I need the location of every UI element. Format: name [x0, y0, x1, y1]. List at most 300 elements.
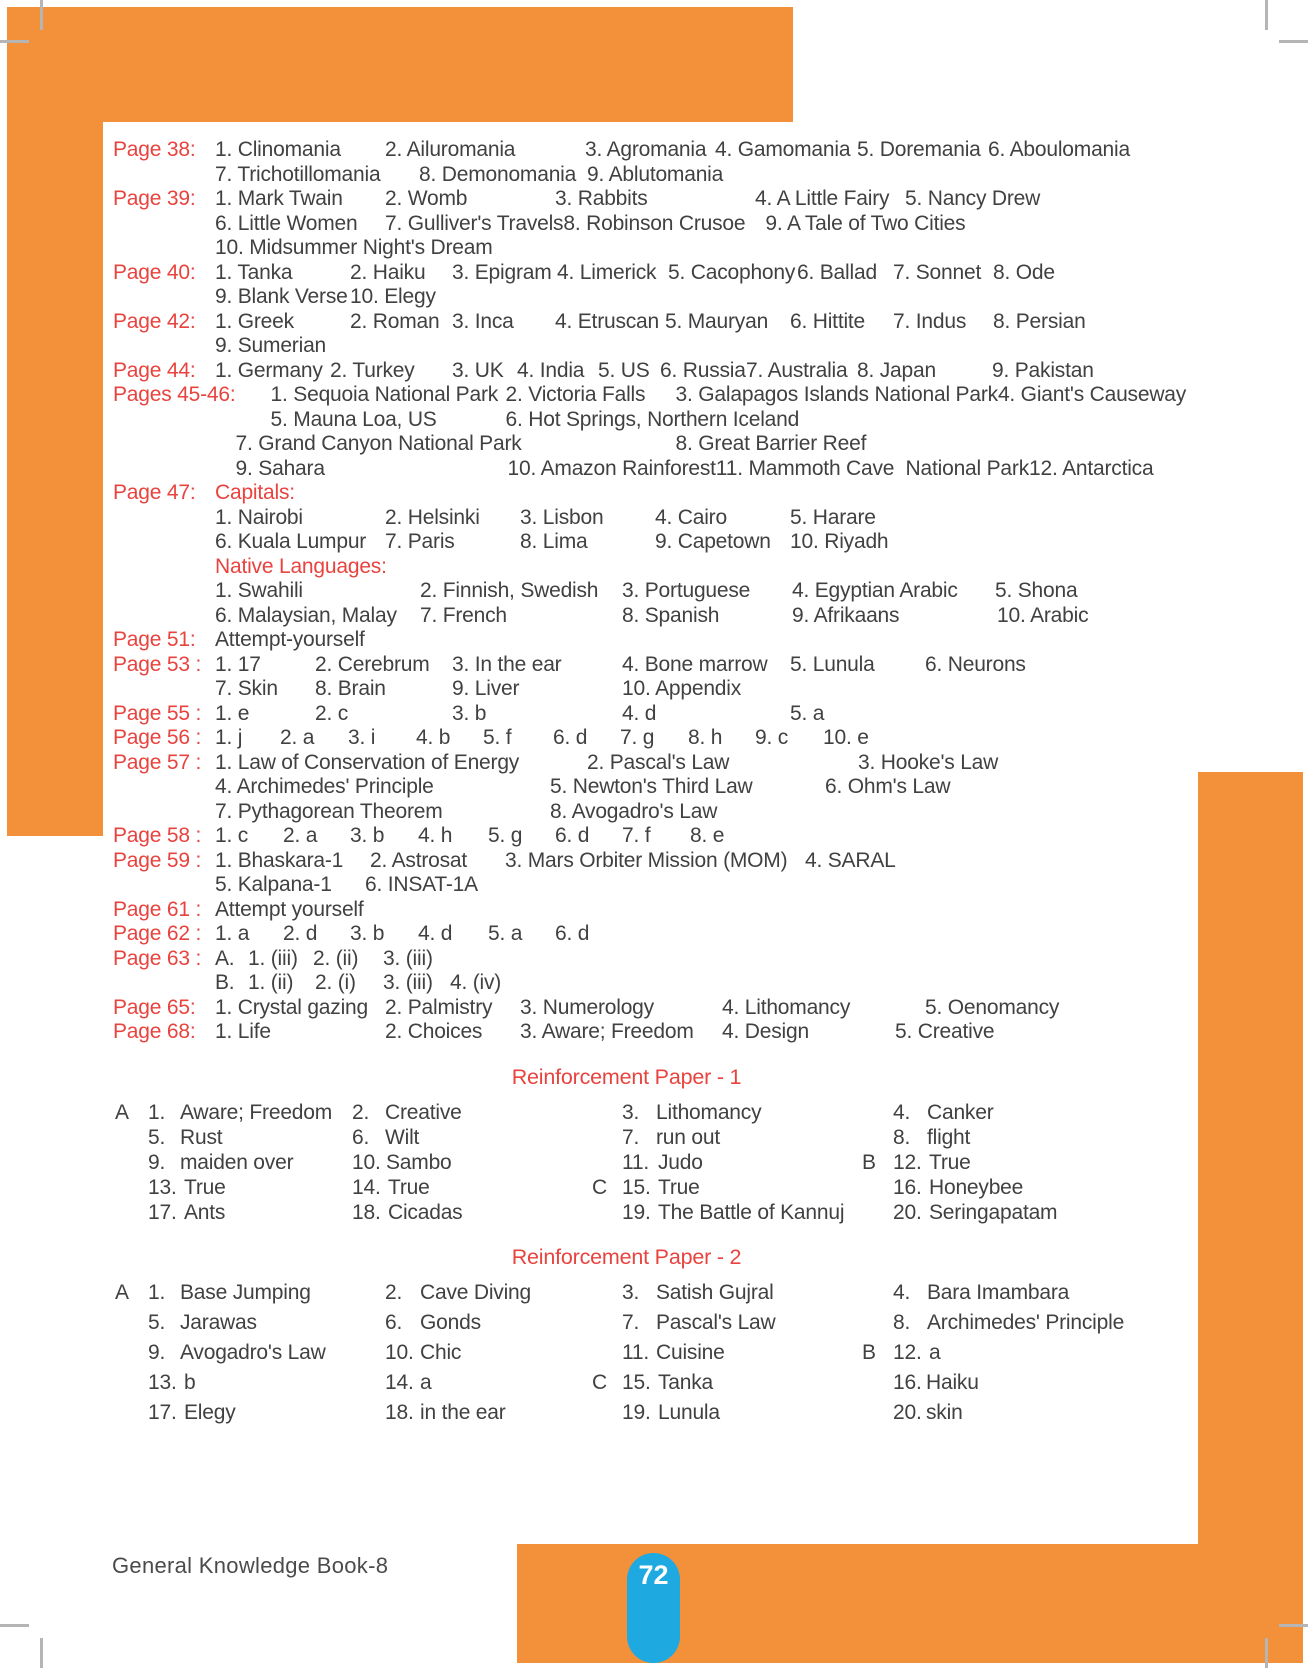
- paper-item: Chic: [420, 1340, 462, 1364]
- answer-row: [0, 628, 1308, 653]
- answer-item: 1. Swahili: [215, 579, 303, 602]
- orange-top-band: [7, 7, 793, 122]
- paper-row: [100, 1175, 1308, 1200]
- answer-item: 8. Ode: [993, 260, 1055, 284]
- answer-line: [215, 359, 1308, 384]
- paper-item: Bara Imambara: [927, 1280, 1070, 1304]
- paper-item: 11.: [622, 1150, 650, 1174]
- answer-item: 3. Galapagos Islands National Park: [675, 383, 998, 406]
- answer-item: 12. Antarctica: [1029, 456, 1154, 480]
- answer-item: 2. Palmistry: [385, 995, 493, 1019]
- answer-row: [0, 751, 1308, 825]
- paper-item: 1.: [148, 1100, 166, 1124]
- paper-item: Cuisine: [656, 1340, 725, 1364]
- answer-row: [0, 359, 1308, 384]
- answer-item: 6. Ballad: [797, 260, 877, 284]
- answer-line: [215, 702, 1308, 727]
- answer-lines: [215, 1020, 1308, 1045]
- answer-line: [215, 775, 1308, 800]
- answer-item: 1. Bhaskara-1: [215, 848, 344, 872]
- paper-item: Avogadro's Law: [180, 1340, 326, 1364]
- answer-lines: [215, 726, 1308, 751]
- answer-item: 8. Spanish: [622, 603, 720, 627]
- answer-item: 5. Newton's Third Law: [550, 775, 753, 798]
- answer-item: 4. Giant's Causeway: [997, 383, 1187, 406]
- paper-item: 6.: [385, 1310, 403, 1334]
- paper-item: Canker: [927, 1100, 994, 1124]
- answer-line: [215, 726, 1308, 751]
- paper-item: 19.: [622, 1200, 651, 1224]
- answer-list: [0, 138, 1308, 1045]
- answer-item: 8. Lima: [520, 530, 588, 553]
- answer-item: 3. Aware; Freedom: [520, 1020, 694, 1043]
- paper-row: [100, 1150, 1308, 1175]
- paper-rows: [100, 1100, 1308, 1225]
- answer-line: [236, 408, 1308, 433]
- answer-item: 8. Robinson Crusoe: [563, 211, 746, 235]
- answer-line: [215, 751, 1308, 776]
- paper-item: Gonds: [420, 1310, 481, 1334]
- answer-line: [215, 898, 1308, 923]
- paper-item: 4.: [893, 1100, 911, 1124]
- answer-item: 4. h: [418, 824, 453, 847]
- paper-item: a: [929, 1340, 941, 1364]
- answer-row: [0, 383, 1308, 481]
- page-label: Page 58 :: [113, 824, 202, 847]
- page-label: Page 44:: [113, 358, 196, 382]
- paper-item: 15.: [622, 1175, 651, 1199]
- answer-item: 5. Mauna Loa, US: [270, 407, 437, 431]
- answer-line: [215, 579, 1308, 604]
- answer-row: [0, 261, 1308, 310]
- answer-item: 5. Harare: [790, 505, 876, 529]
- answer-line: [215, 1020, 1308, 1045]
- answer-item: 2. Roman: [350, 309, 440, 333]
- answer-lines: [215, 628, 1308, 653]
- page-label: Page 68:: [113, 1020, 196, 1043]
- answer-line: [215, 506, 1308, 531]
- answer-item: 7. Paris: [385, 530, 455, 553]
- paper-item: maiden over: [180, 1150, 294, 1174]
- answer-item: 2. Victoria Falls: [505, 383, 646, 406]
- answer-item: 7. Pythagorean Theorem: [215, 799, 443, 823]
- paper-row: [100, 1200, 1308, 1225]
- page-number: 72: [638, 1560, 669, 1590]
- answer-item: 3. Epigram: [452, 260, 552, 284]
- paper-item: Satish Gujral: [656, 1280, 774, 1304]
- paper-item: 16.: [893, 1175, 922, 1199]
- answer-item: Native Languages:: [215, 554, 387, 578]
- answer-lines: [215, 996, 1308, 1021]
- answer-item: 5. Oenomancy: [925, 995, 1060, 1019]
- paper-item: The Battle of Kannuj: [658, 1200, 845, 1224]
- answer-item: 4. A Little Fairy: [755, 187, 890, 210]
- paper-rows: [100, 1280, 1308, 1430]
- answer-item: 2. Turkey: [330, 358, 415, 382]
- paper-item: Judo: [658, 1150, 703, 1174]
- answer-line: [215, 138, 1308, 163]
- answer-item: 9. A Tale of Two Cities: [765, 211, 966, 235]
- answer-item: 3. (iii): [383, 971, 433, 994]
- paper-item: 13.: [148, 1370, 177, 1394]
- answer-item: 4. b: [416, 726, 451, 749]
- paper-row: [100, 1340, 1308, 1370]
- book-title: General Knowledge Book-8: [112, 1553, 389, 1578]
- paper-item: Jarawas: [180, 1310, 257, 1334]
- answer-line: [215, 310, 1308, 335]
- answer-item: 1. Germany: [215, 358, 323, 382]
- paper-item: Haiku: [926, 1370, 979, 1394]
- answer-item: 11. Mammoth Cave National Park: [715, 456, 1030, 480]
- answer-key-page: [0, 138, 1308, 1430]
- answer-item: Capitals:: [215, 481, 295, 504]
- paper-item: 12.: [893, 1150, 922, 1174]
- paper-item: run out: [656, 1125, 720, 1149]
- page-label: Page 57 :: [113, 750, 202, 774]
- answer-item: 10. Appendix: [622, 677, 742, 700]
- answer-line: [215, 187, 1308, 212]
- crop-mark: [0, 1624, 29, 1627]
- paper-item: 7.: [622, 1310, 640, 1334]
- paper-row: [100, 1100, 1308, 1125]
- paper-item: Cave Diving: [420, 1280, 532, 1304]
- paper-item: 6.: [352, 1125, 370, 1149]
- answer-lines: [215, 947, 1308, 996]
- paper-item: 11.: [622, 1340, 650, 1364]
- paper-item: Seringapatam: [929, 1200, 1058, 1224]
- answer-lines: [215, 898, 1308, 923]
- answer-item: 2. d: [283, 922, 318, 945]
- paper-item: 3.: [622, 1100, 640, 1124]
- crop-mark: [1265, 1638, 1268, 1668]
- answer-lines: [215, 702, 1308, 727]
- answer-lines: [215, 849, 1308, 898]
- answer-item: 5. Creative: [895, 1020, 995, 1043]
- answer-item: 3. UK: [452, 358, 504, 382]
- answer-item: 2. Ailuromania: [385, 138, 516, 161]
- answer-item: 8. e: [690, 824, 725, 847]
- paper-item: True: [929, 1150, 971, 1174]
- answer-line: [215, 261, 1308, 286]
- papers: [0, 1065, 1308, 1430]
- paper-item: C: [592, 1175, 607, 1199]
- paper-item: Pascal's Law: [656, 1310, 776, 1334]
- answer-line: [215, 530, 1308, 555]
- paper-item: A: [115, 1280, 129, 1304]
- answer-item: 1. c: [215, 824, 249, 847]
- crop-mark: [1279, 40, 1308, 43]
- answer-item: 4. (iv): [450, 971, 502, 994]
- paper-item: 20.: [893, 1200, 922, 1224]
- answer-line: [215, 163, 1308, 188]
- page-label: Page 38:: [113, 138, 196, 161]
- answer-line: [215, 653, 1308, 678]
- answer-item: 2. Haiku: [350, 260, 426, 284]
- paper-item: True: [388, 1175, 430, 1199]
- answer-item: 10. Elegy: [350, 285, 436, 308]
- answer-item: 4. Archimedes' Principle: [215, 775, 434, 798]
- answer-item: 2. Cerebrum: [315, 652, 430, 676]
- answer-item: 5. Cacophony: [668, 260, 796, 284]
- answer-item: 1. Clinomania: [215, 138, 341, 161]
- paper-item: Lithomancy: [656, 1100, 762, 1124]
- paper-row: [100, 1370, 1308, 1400]
- page-label: Page 53 :: [113, 652, 202, 676]
- answer-item: 7. Grand Canyon National Park: [235, 432, 522, 455]
- answer-item: 8. Avogadro's Law: [550, 799, 718, 823]
- answer-item: 10. Arabic: [997, 603, 1089, 627]
- answer-item: 5. a: [790, 701, 825, 725]
- answer-row: [0, 947, 1308, 996]
- answer-item: 7. Sonnet: [893, 260, 982, 284]
- paper-item: C: [592, 1370, 607, 1394]
- answer-item: 6. Russia: [660, 358, 746, 382]
- paper-item: a: [420, 1370, 432, 1394]
- paper-item: Archimedes' Principle: [927, 1310, 1125, 1334]
- answer-item: 5. Doremania: [857, 138, 981, 161]
- answer-item: 9. Sahara: [235, 456, 325, 480]
- answer-line: [236, 383, 1308, 408]
- page-label: Page 62 :: [113, 922, 202, 945]
- answer-line: [215, 996, 1308, 1021]
- crop-mark: [0, 40, 29, 43]
- answer-item: 3. Inca: [452, 309, 514, 333]
- answer-row: [0, 310, 1308, 359]
- answer-item: 7. Trichotillomania: [215, 162, 381, 186]
- answer-item: 7. French: [420, 603, 507, 627]
- answer-item: 3. Mars Orbiter Mission (MOM): [505, 848, 788, 872]
- answer-item: 6. d: [555, 922, 590, 945]
- answer-item: 8. Persian: [993, 309, 1086, 333]
- crop-mark: [1279, 1624, 1308, 1627]
- answer-line: [215, 212, 1308, 237]
- answer-row: [0, 1020, 1308, 1045]
- answer-item: 3. In the ear: [452, 652, 562, 676]
- answer-item: 7. g: [620, 726, 655, 749]
- crop-mark: [40, 1638, 43, 1668]
- answer-item: 2. a: [283, 824, 318, 847]
- page-number-badge: [627, 1553, 680, 1663]
- answer-item: 1. j: [215, 726, 243, 749]
- answer-item: 1. Mark Twain: [215, 187, 343, 210]
- answer-item: 2. c: [315, 701, 349, 725]
- answer-lines: [215, 310, 1308, 359]
- answer-line: [215, 236, 1308, 261]
- answer-item: 1. 17: [215, 652, 261, 676]
- answer-item: 3. Agromania: [585, 138, 707, 161]
- page-label: Page 51:: [113, 628, 196, 651]
- answer-item: 1. (ii): [248, 971, 294, 994]
- answer-item: 5. Mauryan: [665, 309, 769, 333]
- paper-item: 1.: [148, 1280, 166, 1304]
- answer-item: 3. b: [452, 701, 487, 725]
- paper-row: [100, 1400, 1308, 1430]
- paper-item: Wilt: [385, 1125, 420, 1149]
- paper-item: 14.: [385, 1370, 414, 1394]
- paper-item: 13.: [148, 1175, 177, 1199]
- page-label: Page 56 :: [113, 726, 202, 749]
- answer-item: 2. a: [280, 726, 315, 749]
- answer-item: 6. Little Women: [215, 211, 358, 235]
- paper-item: 3.: [622, 1280, 640, 1304]
- answer-item: 6. Hittite: [790, 309, 866, 333]
- answer-item: 10. Riyadh: [790, 530, 889, 553]
- paper-item: 2.: [352, 1100, 370, 1124]
- answer-item: 7. Gulliver's Travels: [385, 211, 564, 235]
- answer-item: 2. Astrosat: [370, 848, 468, 872]
- answer-item: A.: [215, 946, 235, 970]
- answer-item: 8. h: [688, 726, 723, 749]
- answer-item: 6. Malaysian, Malay: [215, 603, 397, 627]
- paper-item: 5.: [148, 1310, 166, 1334]
- answer-item: 4. Design: [722, 1020, 809, 1043]
- answer-row: [0, 653, 1308, 702]
- paper-item: Cicadas: [388, 1200, 463, 1224]
- paper-item: 2.: [385, 1280, 403, 1304]
- answer-line: [215, 824, 1308, 849]
- paper-item: Tanka: [658, 1370, 714, 1394]
- paper-item: 9.: [148, 1340, 166, 1364]
- answer-item: 4. d: [418, 922, 453, 945]
- paper-item: Lunula: [658, 1400, 720, 1424]
- paper-row: [100, 1280, 1308, 1310]
- answer-item: 1. (iii): [248, 946, 298, 970]
- answer-line: [215, 922, 1308, 947]
- answer-item: 9. c: [755, 726, 789, 749]
- answer-item: 10. Amazon Rainforest: [507, 456, 716, 480]
- answer-item: 4. India: [517, 358, 585, 382]
- crop-mark: [40, 0, 43, 30]
- answer-item: 5. f: [483, 726, 512, 749]
- answer-item: 1. a: [215, 922, 250, 945]
- answer-line: [236, 457, 1308, 482]
- answer-lines: [215, 824, 1308, 849]
- paper-item: 10.: [352, 1150, 381, 1174]
- answer-line: [236, 432, 1308, 457]
- paper-item: 17.: [148, 1400, 177, 1424]
- answer-item: 10. Midsummer Night's Dream: [215, 236, 493, 259]
- answer-item: 1. Law of Conservation of Energy: [215, 750, 520, 774]
- answer-item: 9. Capetown: [655, 530, 771, 553]
- paper-item: 19.: [622, 1400, 651, 1424]
- paper-title: Reinforcement Paper - 2: [511, 1244, 742, 1269]
- paper-item: Aware; Freedom: [180, 1100, 333, 1124]
- paper-item: 8.: [893, 1125, 911, 1149]
- answer-lines: [215, 138, 1308, 187]
- answer-item: 8. Brain: [315, 677, 386, 700]
- answer-item: 6. Ohm's Law: [825, 775, 951, 798]
- paper-item: A: [115, 1100, 129, 1124]
- answer-item: 1. e: [215, 701, 250, 725]
- paper-row: [100, 1125, 1308, 1150]
- answer-line: [215, 873, 1308, 898]
- answer-line: [215, 947, 1308, 972]
- paper-item: flight: [927, 1125, 971, 1149]
- answer-item: 2. (ii): [313, 946, 359, 970]
- answer-item: 3. Rabbits: [555, 187, 648, 210]
- page-label: Page 39:: [113, 187, 196, 210]
- answer-item: 1. Sequoia National Park: [270, 383, 499, 406]
- answer-row: [0, 481, 1308, 628]
- paper-item: 5.: [148, 1125, 166, 1149]
- answer-item: 3. i: [348, 726, 376, 749]
- answer-item: 5. a: [488, 922, 523, 945]
- answer-row: [0, 996, 1308, 1021]
- page-label: Page 40:: [113, 260, 196, 284]
- paper-item: 20.: [893, 1400, 922, 1424]
- paper-item: Honeybee: [929, 1175, 1024, 1199]
- answer-item: 4. Egyptian Arabic: [792, 579, 958, 602]
- answer-item: 7. Indus: [893, 309, 967, 333]
- paper-row: [100, 1310, 1308, 1340]
- page-label: Page 55 :: [113, 701, 202, 725]
- answer-item: 7. Australia: [746, 358, 848, 382]
- answer-item: 9. Ablutomania: [587, 162, 724, 186]
- answer-item: 6. INSAT-1A: [365, 873, 478, 896]
- paper-item: skin: [926, 1400, 963, 1424]
- answer-item: 6. d: [553, 726, 588, 749]
- answer-item: 10. e: [823, 726, 869, 749]
- answer-line: [215, 971, 1308, 996]
- answer-lines: [215, 922, 1308, 947]
- answer-item: 3. b: [350, 922, 385, 945]
- answer-lines: [215, 359, 1308, 384]
- answer-row: [0, 187, 1308, 261]
- answer-item: 3. (iii): [383, 946, 433, 970]
- answer-item: 5. Kalpana-1: [215, 873, 332, 896]
- answer-item: 9. Liver: [452, 677, 520, 700]
- paper-item: 7.: [622, 1125, 640, 1149]
- answer-row: [0, 702, 1308, 727]
- page-label: Page 65:: [113, 995, 196, 1019]
- answer-item: 4. Lithomancy: [722, 995, 851, 1019]
- answer-row: [0, 898, 1308, 923]
- answer-item: 5. g: [488, 824, 523, 847]
- answer-line: [215, 285, 1308, 310]
- answer-row: [0, 824, 1308, 849]
- answer-item: 1. Crystal gazing: [215, 995, 369, 1019]
- answer-item: 5. Nancy Drew: [905, 187, 1041, 210]
- paper-item: 14.: [352, 1175, 381, 1199]
- answer-item: 4. d: [622, 701, 657, 725]
- answer-item: 8. Great Barrier Reef: [675, 432, 867, 455]
- page-label: Page 61 :: [113, 897, 202, 921]
- answer-lines: [215, 261, 1308, 310]
- answer-item: 4. Etruscan: [555, 309, 660, 333]
- answer-row: [0, 726, 1308, 751]
- answer-item: 9. Pakistan: [992, 358, 1094, 382]
- answer-item: 4. Cairo: [655, 505, 727, 529]
- paper-item: B: [862, 1150, 876, 1174]
- paper-item: 9.: [148, 1150, 166, 1174]
- paper-title: Reinforcement Paper - 1: [511, 1064, 742, 1089]
- answer-item: 8. Demonomania: [419, 162, 577, 186]
- answer-item: 1. Tanka: [215, 260, 293, 284]
- answer-lines: [215, 187, 1308, 261]
- answer-item: 6. d: [555, 824, 590, 847]
- answer-item: 5. Lunula: [790, 652, 875, 676]
- page-label: Page 47:: [113, 481, 196, 504]
- page-label: Page 63 :: [113, 946, 202, 970]
- answer-item: 4. Limerick: [557, 260, 657, 284]
- page-label: Pages 45-46:: [113, 383, 236, 406]
- paper-item: Elegy: [184, 1400, 236, 1424]
- answer-item: 1. Life: [215, 1020, 271, 1043]
- paper-item: 16.: [893, 1370, 922, 1394]
- answer-line: [215, 555, 1308, 580]
- paper-item: 17.: [148, 1200, 177, 1224]
- answer-item: 1. Greek: [215, 309, 294, 333]
